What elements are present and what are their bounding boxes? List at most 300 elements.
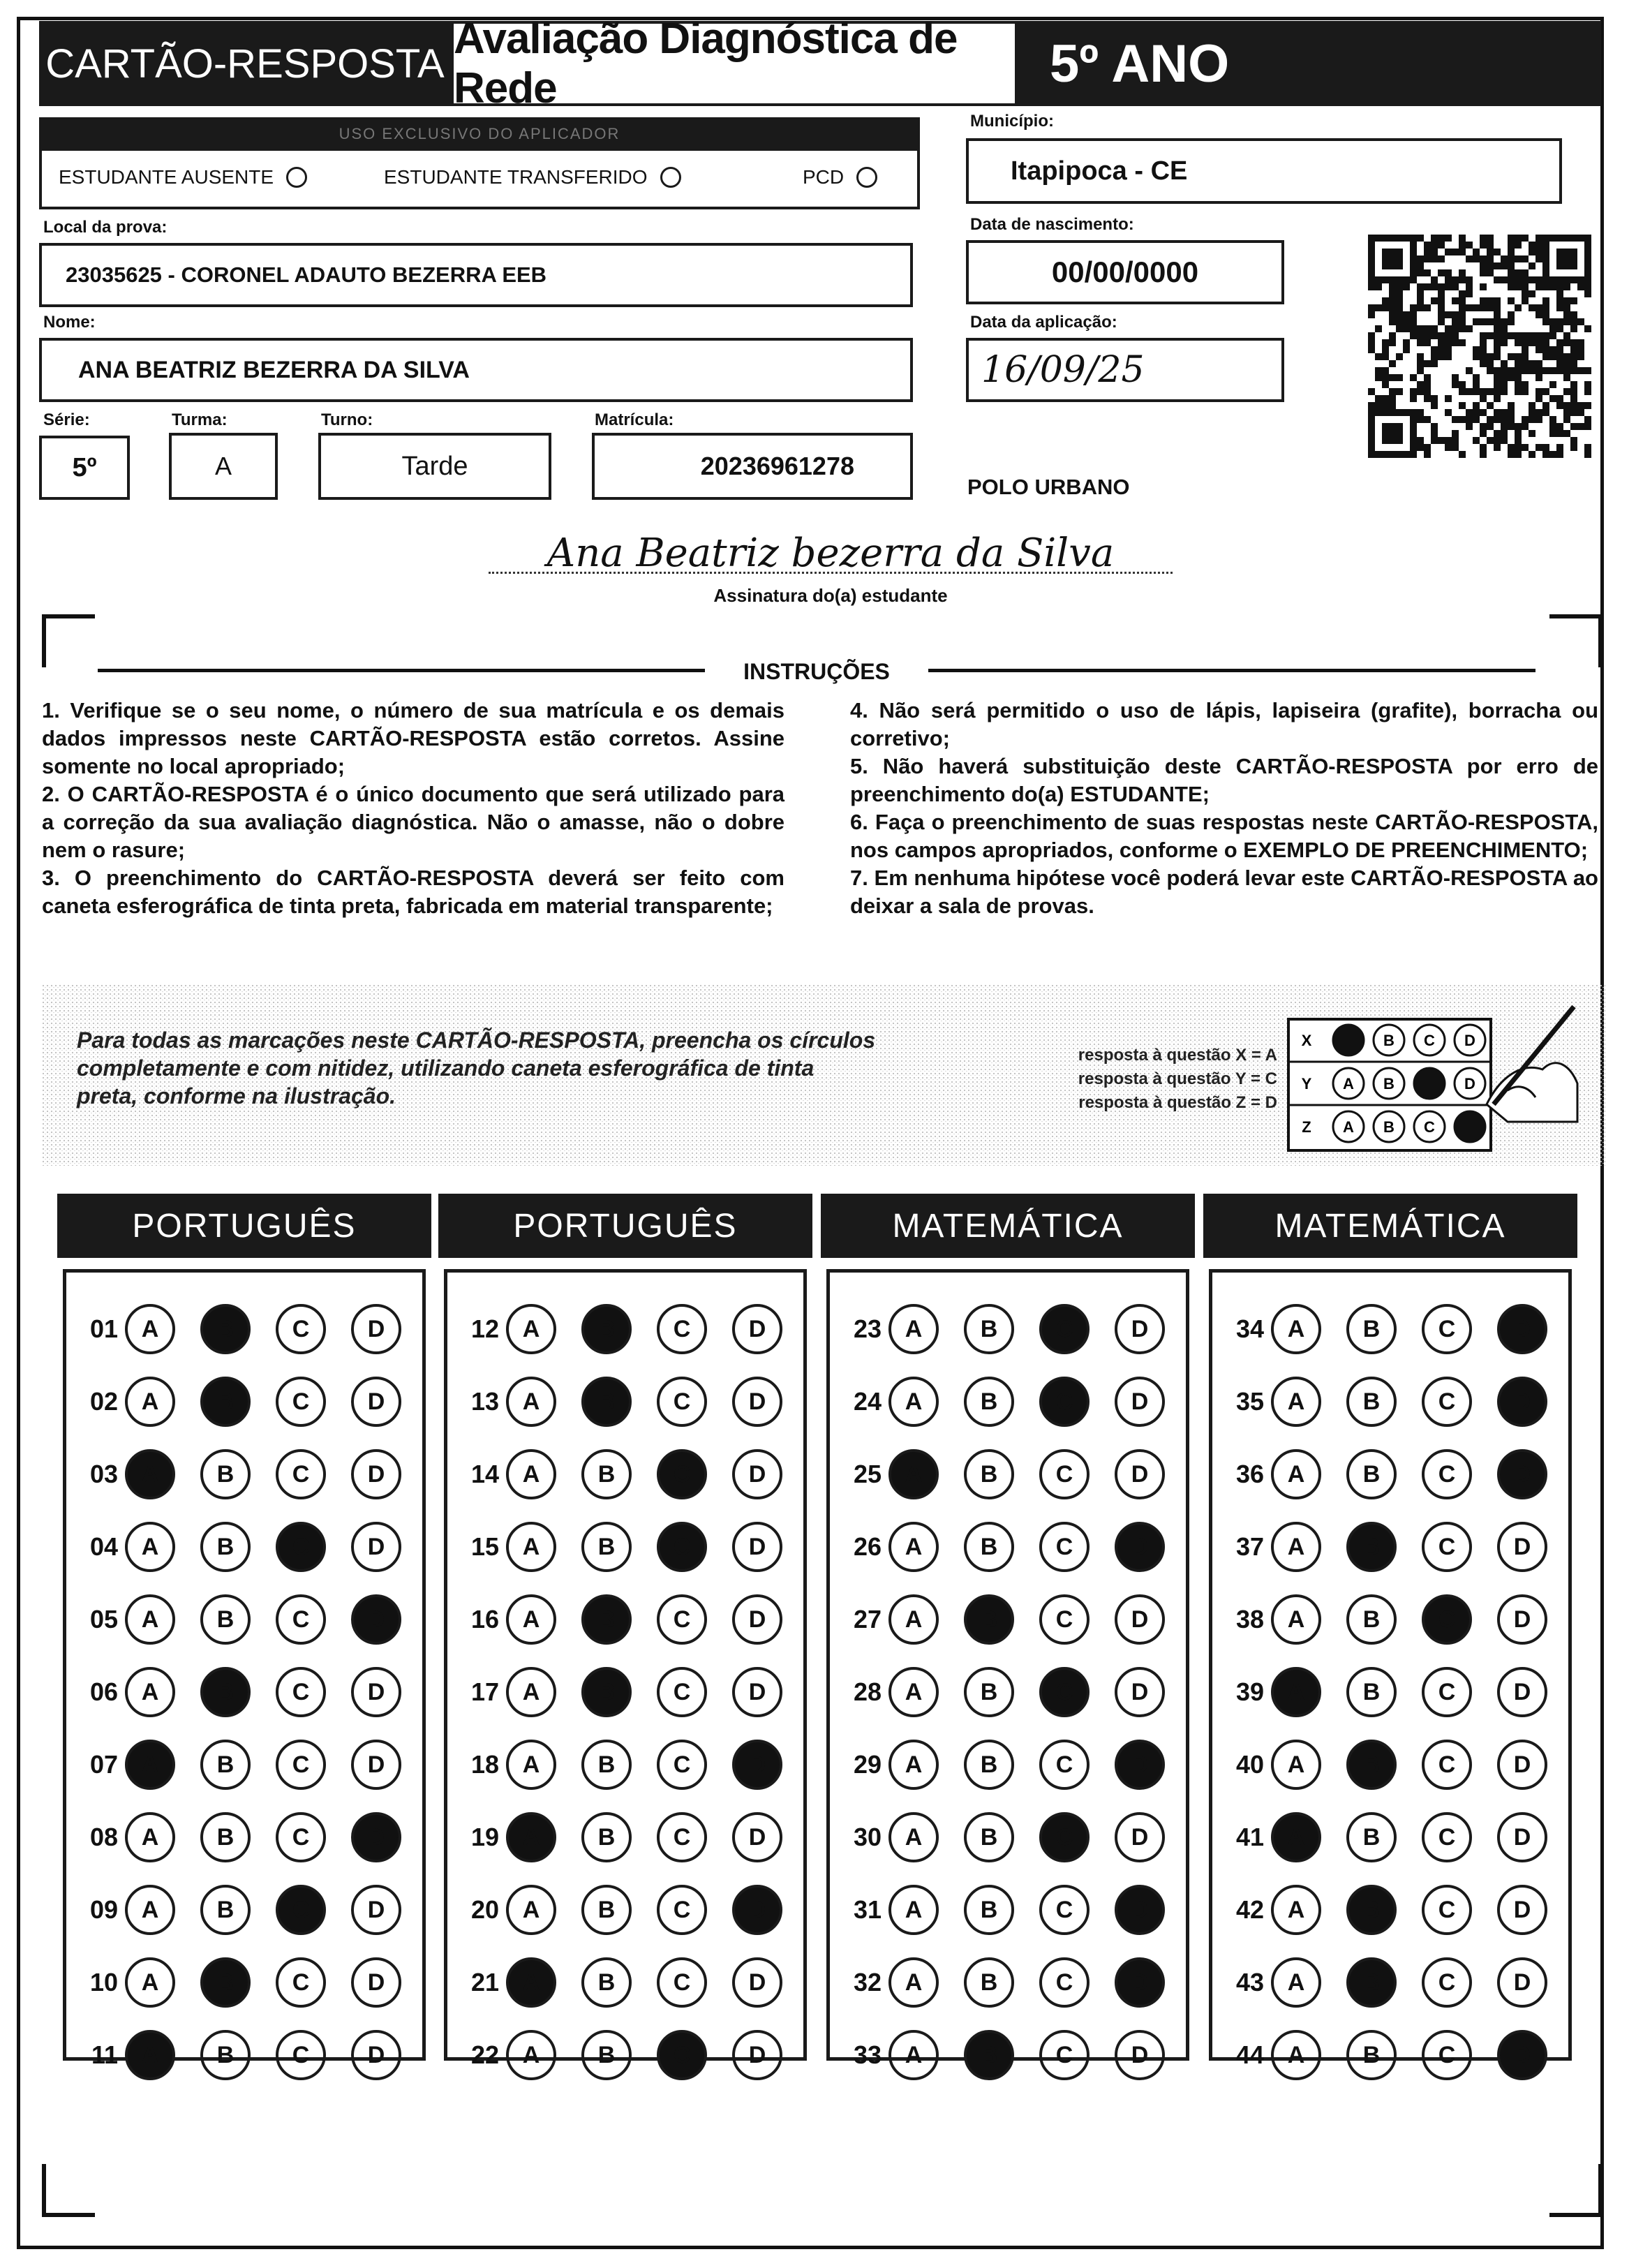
- answer-bubble-c[interactable]: C: [276, 1885, 326, 1935]
- answer-bubble-b[interactable]: B: [581, 1957, 632, 2008]
- local-field: 23035625 - CORONEL ADAUTO BEZERRA EEB: [39, 243, 913, 307]
- answer-bubble-b[interactable]: B: [1346, 1522, 1397, 1572]
- answer-section: [63, 1269, 426, 2069]
- answer-bubble-b[interactable]: B: [964, 1449, 1014, 1499]
- answer-bubble-a[interactable]: A: [506, 1740, 556, 1790]
- answer-bubble-a[interactable]: A: [125, 1667, 175, 1717]
- question-row: [457, 1374, 808, 1429]
- answer-bubble-b[interactable]: B: [964, 1812, 1014, 1862]
- answer-bubble-d[interactable]: D: [351, 1885, 401, 1935]
- answer-bubble-a[interactable]: A: [125, 1885, 175, 1935]
- question-number: 35: [1235, 1387, 1264, 1416]
- answer-bubble-a[interactable]: A: [506, 1594, 556, 1645]
- answer-bubble-b[interactable]: B: [200, 1812, 251, 1862]
- class-label: Turma:: [172, 410, 228, 429]
- question-row: [76, 2028, 426, 2082]
- answer-bubble-c[interactable]: C: [1422, 1594, 1472, 1645]
- answer-bubble-c[interactable]: C: [657, 1667, 707, 1717]
- answer-bubble-d[interactable]: D: [732, 1304, 782, 1354]
- answer-bubble-b[interactable]: B: [581, 1667, 632, 1717]
- question-number: 22: [470, 2040, 499, 2069]
- question-number: 44: [1235, 2040, 1264, 2069]
- example-bubble-letter: B: [1383, 1032, 1395, 1049]
- answer-bubble-a[interactable]: A: [125, 1522, 175, 1572]
- answer-bubble-a[interactable]: A: [506, 1885, 556, 1935]
- answer-bubble-b[interactable]: B: [964, 1885, 1014, 1935]
- qr-code: [1368, 235, 1591, 458]
- question-number: 28: [853, 1677, 882, 1706]
- answer-bubble-c[interactable]: C: [276, 1957, 326, 2008]
- example-grid: [1287, 1018, 1492, 1152]
- answer-bubble-b[interactable]: B: [964, 2030, 1014, 2080]
- question-row: [1222, 1955, 1572, 2010]
- question-row: [840, 1955, 1190, 2010]
- answer-bubble-a[interactable]: A: [125, 2030, 175, 2080]
- local-label: Local da prova:: [43, 218, 168, 237]
- question-number: 21: [470, 1968, 499, 1996]
- answer-bubble-b[interactable]: B: [200, 1885, 251, 1935]
- class-field: A: [169, 433, 278, 500]
- answer-bubble-b[interactable]: B: [200, 1667, 251, 1717]
- answer-bubble-d[interactable]: D: [1115, 1740, 1165, 1790]
- transferred-label: ESTUDANTE TRANSFERIDO: [384, 166, 648, 188]
- example-text: Para todas as marcações neste CARTÃO-RESPOSTA, preencha os círculos completamente e com nitidez, utilizando caneta esferográfica de tinta preta, conforme na ilustração.: [77, 1028, 876, 1109]
- question-number: 31: [853, 1895, 882, 1924]
- application-date-field: 16/09/25: [966, 338, 1284, 402]
- question-number: 27: [853, 1605, 882, 1633]
- answer-bubble-a[interactable]: A: [125, 1957, 175, 2008]
- answer-bubble-a[interactable]: A: [125, 1594, 175, 1645]
- answer-bubble-d[interactable]: D: [1497, 1667, 1547, 1717]
- answer-bubble-a[interactable]: A: [125, 1449, 175, 1499]
- answer-bubble-c[interactable]: C: [657, 1812, 707, 1862]
- answer-bubble-b[interactable]: B: [581, 1377, 632, 1427]
- answer-bubble-c[interactable]: C: [1039, 1957, 1090, 2008]
- answer-bubble-c[interactable]: C: [1422, 1522, 1472, 1572]
- question-row: [457, 1302, 808, 1356]
- answer-bubble-d[interactable]: D: [732, 1740, 782, 1790]
- question-number: 04: [89, 1532, 118, 1561]
- answer-bubble-a[interactable]: A: [1271, 1522, 1321, 1572]
- answer-bubble-b[interactable]: B: [200, 1449, 251, 1499]
- answer-bubble-b[interactable]: B: [581, 1522, 632, 1572]
- absent-option[interactable]: [59, 166, 307, 188]
- answer-bubble-b[interactable]: B: [1346, 1885, 1397, 1935]
- application-date-label: Data da aplicação:: [970, 313, 1117, 332]
- answer-bubble-d[interactable]: D: [732, 1522, 782, 1572]
- answer-bubble-d[interactable]: D: [1115, 1304, 1165, 1354]
- answer-bubble-b[interactable]: B: [1346, 1304, 1397, 1354]
- answer-bubble-c[interactable]: C: [276, 1667, 326, 1717]
- question-row: [840, 1447, 1190, 1502]
- transferred-option[interactable]: [384, 166, 681, 188]
- answer-bubble-c[interactable]: C: [1039, 1740, 1090, 1790]
- answer-bubble-c[interactable]: C: [657, 2030, 707, 2080]
- answer-bubble-d[interactable]: D: [1497, 1304, 1547, 1354]
- exam-title: Avaliação Diagnóstica de Rede: [451, 21, 1018, 106]
- question-number: 41: [1235, 1823, 1264, 1851]
- answer-bubble-b[interactable]: B: [964, 1957, 1014, 2008]
- question-number: 37: [1235, 1532, 1264, 1561]
- answer-bubble-c[interactable]: C: [657, 1957, 707, 2008]
- question-number: 07: [89, 1750, 118, 1779]
- question-row: [1222, 1447, 1572, 1502]
- answer-bubble-a[interactable]: A: [1271, 1740, 1321, 1790]
- card-title: CARTÃO-RESPOSTA: [39, 21, 451, 106]
- answer-bubble-d[interactable]: D: [351, 1957, 401, 2008]
- answer-bubble-b[interactable]: B: [581, 1594, 632, 1645]
- question-row: [76, 1520, 426, 1574]
- example-legend-item: resposta à questão Y = C: [1078, 1069, 1277, 1088]
- question-row: [1222, 1883, 1572, 1937]
- answer-bubble-a[interactable]: A: [506, 1304, 556, 1354]
- example-bubble-letter: A: [1343, 1075, 1354, 1092]
- answer-bubble-a[interactable]: A: [1271, 1812, 1321, 1862]
- question-number: 39: [1235, 1677, 1264, 1706]
- instructions-right: [850, 697, 1598, 920]
- answer-bubble-c[interactable]: C: [276, 1522, 326, 1572]
- answer-bubble-a[interactable]: A: [1271, 2030, 1321, 2080]
- answer-bubble-d[interactable]: D: [1497, 1377, 1547, 1427]
- answer-bubble-c[interactable]: C: [657, 1740, 707, 1790]
- question-number: 10: [89, 1968, 118, 1996]
- example-bubble-letter: D: [1464, 1032, 1475, 1049]
- answer-bubble-c[interactable]: C: [1039, 1594, 1090, 1645]
- question-row: [457, 1883, 808, 1937]
- answer-bubble-c[interactable]: C: [276, 1304, 326, 1354]
- answer-bubble-a[interactable]: A: [506, 1377, 556, 1427]
- answer-bubble-b[interactable]: B: [1346, 1957, 1397, 2008]
- answer-bubble-c[interactable]: C: [1039, 2030, 1090, 2080]
- question-number: 40: [1235, 1750, 1264, 1779]
- question-number: 13: [470, 1387, 499, 1416]
- grade-field: 5º: [39, 436, 130, 500]
- answer-bubble-d[interactable]: D: [1497, 1740, 1547, 1790]
- answer-bubble-a[interactable]: A: [888, 1885, 939, 1935]
- answer-bubble-d[interactable]: D: [1497, 1522, 1547, 1572]
- answer-bubble-d[interactable]: D: [1497, 1957, 1547, 2008]
- answer-bubble-a[interactable]: A: [125, 1812, 175, 1862]
- answer-bubble-b[interactable]: B: [581, 1449, 632, 1499]
- question-number: 16: [470, 1605, 499, 1633]
- shift-field: Tarde: [318, 433, 551, 500]
- answer-bubble-d[interactable]: D: [1497, 2030, 1547, 2080]
- question-number: 29: [853, 1750, 882, 1779]
- answer-bubble-b[interactable]: B: [200, 1740, 251, 1790]
- answer-bubble-a[interactable]: A: [506, 1449, 556, 1499]
- section-header: PORTUGUÊS: [57, 1194, 431, 1258]
- question-row: [457, 1810, 808, 1865]
- answer-bubble-c[interactable]: C: [1039, 1304, 1090, 1354]
- question-row: [76, 1592, 426, 1647]
- answer-bubble-d[interactable]: D: [351, 2030, 401, 2080]
- answer-bubble-b[interactable]: B: [1346, 1812, 1397, 1862]
- answer-bubble-a[interactable]: A: [888, 1957, 939, 2008]
- answer-bubble-d[interactable]: D: [1115, 1885, 1165, 1935]
- question-row: [76, 1302, 426, 1356]
- answer-bubble-d[interactable]: D: [1115, 2030, 1165, 2080]
- answer-bubble-d[interactable]: D: [1115, 1667, 1165, 1717]
- answer-bubble-a[interactable]: A: [506, 1667, 556, 1717]
- answer-bubble-b[interactable]: B: [581, 1304, 632, 1354]
- applicator-box: [39, 151, 920, 209]
- question-row: [840, 2028, 1190, 2082]
- question-row: [1222, 1374, 1572, 1429]
- answer-bubble-d[interactable]: D: [351, 1740, 401, 1790]
- question-number: 01: [89, 1314, 118, 1343]
- question-number: 24: [853, 1387, 882, 1416]
- answer-bubble-c[interactable]: C: [1039, 1377, 1090, 1427]
- instruction-item: 7. Em nenhuma hipótese você poderá levar este CARTÃO-RESPOSTA ao deixar a sala de provas.: [850, 866, 1598, 918]
- answer-bubble-a[interactable]: A: [1271, 1957, 1321, 2008]
- answer-bubble-d[interactable]: D: [1115, 1957, 1165, 2008]
- example-bubble-letter: C: [1424, 1118, 1435, 1136]
- answer-bubble-d[interactable]: D: [1115, 1812, 1165, 1862]
- answer-bubble-b[interactable]: B: [1346, 1594, 1397, 1645]
- example-row-label: X: [1301, 1032, 1312, 1049]
- answer-bubble-a[interactable]: A: [506, 1812, 556, 1862]
- answer-bubble-d[interactable]: D: [732, 1957, 782, 2008]
- answer-bubble-a[interactable]: A: [1271, 1667, 1321, 1717]
- question-row: [840, 1374, 1190, 1429]
- answer-bubble-c[interactable]: C: [657, 1449, 707, 1499]
- question-number: 09: [89, 1895, 118, 1924]
- pcd-label: PCD: [803, 166, 845, 188]
- answer-bubble-d[interactable]: D: [351, 1667, 401, 1717]
- answer-bubble-a[interactable]: A: [888, 1812, 939, 1862]
- section-header: MATEMÁTICA: [1203, 1194, 1577, 1258]
- instructions-rule-left: [98, 669, 712, 672]
- question-row: [1222, 1737, 1572, 1792]
- answer-bubble-b[interactable]: B: [200, 1304, 251, 1354]
- instruction-item: 2. O CARTÃO-RESPOSTA é o único documento que será utilizado para a correção da sua avaliação diagnóstica. Não o amasse, não o dobre nem o rasure;: [42, 782, 784, 862]
- answer-bubble-b[interactable]: B: [1346, 2030, 1397, 2080]
- question-number: 33: [853, 2040, 882, 2069]
- signature-caption: Assinatura do(a) estudante: [713, 585, 948, 606]
- question-number: 18: [470, 1750, 499, 1779]
- answer-bubble-b[interactable]: B: [1346, 1667, 1397, 1717]
- example-bubble-letter: A: [1343, 1118, 1354, 1136]
- absent-label: ESTUDANTE AUSENTE: [59, 166, 274, 188]
- answer-bubble-b[interactable]: B: [1346, 1449, 1397, 1499]
- grade-title: 5º ANO: [1018, 21, 1601, 106]
- answer-bubble-b[interactable]: B: [964, 1304, 1014, 1354]
- question-number: 38: [1235, 1605, 1264, 1633]
- registration-field: 20236961278: [592, 433, 913, 500]
- answer-bubble-b[interactable]: B: [581, 1740, 632, 1790]
- instructions-title: INSTRUÇÕES: [705, 659, 928, 685]
- answer-bubble-d[interactable]: D: [351, 1522, 401, 1572]
- answer-bubble-c[interactable]: C: [1422, 1667, 1472, 1717]
- answer-bubble-c[interactable]: C: [1422, 1377, 1472, 1427]
- answer-bubble-a[interactable]: A: [506, 2030, 556, 2080]
- answer-bubble-b[interactable]: B: [964, 1667, 1014, 1717]
- answer-bubble-c[interactable]: C: [657, 1594, 707, 1645]
- question-number: 20: [470, 1895, 499, 1924]
- answer-bubble-b[interactable]: B: [200, 1594, 251, 1645]
- example-legend-item: resposta à questão X = A: [1078, 1046, 1277, 1065]
- registration-label: Matrícula:: [595, 410, 674, 429]
- question-row: [457, 1592, 808, 1647]
- answer-bubble-c[interactable]: C: [276, 1449, 326, 1499]
- answer-bubble-c[interactable]: C: [1422, 1740, 1472, 1790]
- answer-bubble-d[interactable]: D: [1497, 1449, 1547, 1499]
- answer-bubble-d[interactable]: D: [1497, 1885, 1547, 1935]
- answer-bubble-c[interactable]: C: [276, 2030, 326, 2080]
- example-legend-item: resposta à questão Z = D: [1078, 1093, 1277, 1112]
- question-number: 14: [470, 1460, 499, 1488]
- answer-bubble-a[interactable]: A: [1271, 1377, 1321, 1427]
- question-number: 26: [853, 1532, 882, 1561]
- answer-bubble-a[interactable]: A: [1271, 1449, 1321, 1499]
- answer-bubble-b[interactable]: B: [581, 1812, 632, 1862]
- answer-bubble-c[interactable]: C: [657, 1377, 707, 1427]
- answer-bubble-b[interactable]: B: [1346, 1377, 1397, 1427]
- answer-bubble-a[interactable]: A: [888, 1740, 939, 1790]
- question-row: [840, 1883, 1190, 1937]
- answer-bubble-b[interactable]: B: [200, 1377, 251, 1427]
- question-row: [840, 1810, 1190, 1865]
- answer-bubble-c[interactable]: C: [276, 1740, 326, 1790]
- question-row: [76, 1447, 426, 1502]
- answer-bubble-b[interactable]: B: [581, 1885, 632, 1935]
- transferred-radio[interactable]: [660, 167, 681, 188]
- answer-bubble-a[interactable]: A: [506, 1957, 556, 2008]
- answer-bubble-c[interactable]: C: [1039, 1667, 1090, 1717]
- answer-bubble-a[interactable]: A: [888, 1449, 939, 1499]
- answer-bubble-b[interactable]: B: [964, 1594, 1014, 1645]
- question-number: 06: [89, 1677, 118, 1706]
- answer-bubble-a[interactable]: A: [888, 1377, 939, 1427]
- answer-bubble-b[interactable]: B: [964, 1377, 1014, 1427]
- answer-bubble-d[interactable]: D: [732, 1812, 782, 1862]
- question-row: [457, 1447, 808, 1502]
- example-bubble-letter: C: [1424, 1032, 1435, 1049]
- question-number: 08: [89, 1823, 118, 1851]
- answer-bubble-c[interactable]: C: [276, 1377, 326, 1427]
- question-row: [1222, 1592, 1572, 1647]
- answer-bubble-d[interactable]: D: [1115, 1449, 1165, 1499]
- question-row: [840, 1592, 1190, 1647]
- answer-bubble-b[interactable]: B: [200, 2030, 251, 2080]
- answer-bubble-c[interactable]: C: [1039, 1449, 1090, 1499]
- question-row: [76, 1665, 426, 1719]
- answer-bubble-d[interactable]: D: [1497, 1812, 1547, 1862]
- answer-bubble-a[interactable]: A: [125, 1740, 175, 1790]
- answer-bubble-c[interactable]: C: [657, 1522, 707, 1572]
- answer-bubble-a[interactable]: A: [888, 1667, 939, 1717]
- answer-bubble-a[interactable]: A: [125, 1377, 175, 1427]
- example-legend: [1026, 1044, 1277, 1115]
- answer-bubble-c[interactable]: C: [1422, 1304, 1472, 1354]
- question-number: 11: [91, 2040, 118, 2069]
- question-row: [76, 1883, 426, 1937]
- answer-bubble-c[interactable]: C: [1039, 1522, 1090, 1572]
- question-row: [840, 1520, 1190, 1574]
- answer-bubble-d[interactable]: D: [351, 1812, 401, 1862]
- question-number: 23: [853, 1314, 882, 1343]
- answer-bubble-d[interactable]: D: [732, 1667, 782, 1717]
- answer-bubble-c[interactable]: C: [1422, 1449, 1472, 1499]
- answer-bubble-b[interactable]: B: [964, 1740, 1014, 1790]
- answer-bubble-d[interactable]: D: [1115, 1594, 1165, 1645]
- answer-bubble-a[interactable]: A: [1271, 1885, 1321, 1935]
- pcd-radio[interactable]: [856, 167, 877, 188]
- answer-bubble-b[interactable]: B: [200, 1522, 251, 1572]
- corner-mark-bl: [42, 2164, 95, 2217]
- answer-bubble-a[interactable]: A: [125, 1304, 175, 1354]
- signature: [489, 531, 1173, 586]
- answer-bubble-a[interactable]: A: [888, 1304, 939, 1354]
- answer-bubble-c[interactable]: C: [1422, 2030, 1472, 2080]
- answer-bubble-c[interactable]: C: [276, 1594, 326, 1645]
- answer-bubble-d[interactable]: D: [351, 1449, 401, 1499]
- answer-bubble-d[interactable]: D: [351, 1594, 401, 1645]
- answer-bubble-a[interactable]: A: [506, 1522, 556, 1572]
- question-row: [1222, 2028, 1572, 2082]
- answer-bubble-c[interactable]: C: [1422, 1957, 1472, 2008]
- answer-bubble-a[interactable]: A: [888, 2030, 939, 2080]
- answer-bubble-d[interactable]: D: [732, 1377, 782, 1427]
- answer-bubble-c[interactable]: C: [1422, 1812, 1472, 1862]
- municipio-label: Município:: [970, 112, 1054, 131]
- instruction-item: 3. O preenchimento do CARTÃO-RESPOSTA deverá ser feito com caneta esferográfica de tinta preta, fabricada em material transparente;: [42, 866, 784, 918]
- answer-bubble-c[interactable]: C: [1039, 1812, 1090, 1862]
- answer-bubble-c[interactable]: C: [657, 1304, 707, 1354]
- signature-text: Ana Beatriz bezerra da Silva: [546, 531, 1115, 576]
- answer-bubble-b[interactable]: B: [1346, 1740, 1397, 1790]
- answer-bubble-a[interactable]: A: [888, 1594, 939, 1645]
- corner-mark-tr: [1549, 614, 1602, 667]
- answer-bubble-c[interactable]: C: [1422, 1885, 1472, 1935]
- answer-bubble-a[interactable]: A: [1271, 1304, 1321, 1354]
- answer-bubble-d[interactable]: D: [1497, 1594, 1547, 1645]
- answer-bubble-b[interactable]: B: [581, 2030, 632, 2080]
- answer-bubble-d[interactable]: D: [732, 2030, 782, 2080]
- pen-hand-illustration: [1480, 1000, 1584, 1125]
- answer-section: [444, 1269, 807, 2069]
- question-row: [457, 1520, 808, 1574]
- answer-bubble-d[interactable]: D: [351, 1377, 401, 1427]
- answer-bubble-d[interactable]: D: [732, 1594, 782, 1645]
- answer-bubble-d[interactable]: D: [732, 1885, 782, 1935]
- answer-bubble-d[interactable]: D: [351, 1304, 401, 1354]
- question-row: [1222, 1810, 1572, 1865]
- example-bubble: [1414, 1068, 1445, 1099]
- answer-bubble-d[interactable]: D: [1115, 1377, 1165, 1427]
- question-number: 32: [853, 1968, 882, 1996]
- answer-bubble-d[interactable]: D: [732, 1449, 782, 1499]
- answer-bubble-b[interactable]: B: [964, 1522, 1014, 1572]
- pcd-option[interactable]: [803, 166, 877, 188]
- answer-bubble-a[interactable]: A: [888, 1522, 939, 1572]
- answer-bubble-b[interactable]: B: [200, 1957, 251, 2008]
- absent-radio[interactable]: [286, 167, 307, 188]
- answer-bubble-d[interactable]: D: [1115, 1522, 1165, 1572]
- question-row: [76, 1374, 426, 1429]
- example-bubble-letter: B: [1383, 1118, 1395, 1136]
- example-bubble-letter: B: [1383, 1075, 1395, 1092]
- answer-bubble-c[interactable]: C: [1039, 1885, 1090, 1935]
- birthdate-label: Data de nascimento:: [970, 215, 1134, 234]
- answer-bubble-c[interactable]: C: [657, 1885, 707, 1935]
- answer-bubble-a[interactable]: A: [1271, 1594, 1321, 1645]
- question-number: 36: [1235, 1460, 1264, 1488]
- instruction-item: 5. Não haverá substituição deste CARTÃO-RESPOSTA por erro de preenchimento do(a) ESTUDANTE;: [850, 754, 1598, 806]
- birthdate-field: 00/00/0000: [966, 240, 1284, 304]
- answer-bubble-c[interactable]: C: [276, 1812, 326, 1862]
- instruction-item: 4. Não será permitido o uso de lápis, lapiseira (grafite), borracha ou corretivo;: [850, 698, 1598, 750]
